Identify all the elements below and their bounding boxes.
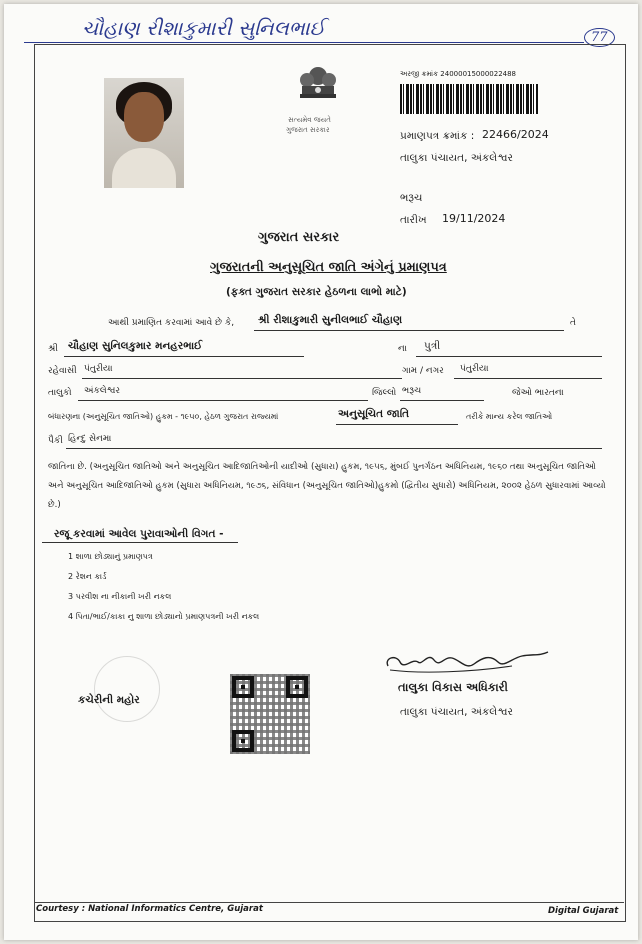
taluka-panchayat-header: તાલુકા પંચાયત, અંકલેશ્વર <box>400 152 513 164</box>
india-text: જેઓ ભારતના <box>512 388 564 398</box>
evidence-item-1: 1 શાળા છોડ્યાનું પ્રમાણપત્ર <box>68 552 153 561</box>
relation-value: પુત્રી <box>424 340 441 352</box>
district-label: જિલ્લો <box>372 388 397 398</box>
officer-title: તાલુકા વિકાસ અધિકારી <box>398 680 508 694</box>
handwritten-page-number: 77 <box>584 28 615 47</box>
taluka-value: અંકલેશ્વર <box>84 386 121 396</box>
district-value: ભરૂચ <box>402 386 422 396</box>
constitution-text: બંધારણના (અનુસૂચિત જાતિઓ) હુકમ - ૧૯૫૦, હેઠળ ગુજરાત રાજ્યમાં <box>48 412 279 421</box>
date-value: 19/11/2024 <box>442 212 506 225</box>
emblem-caption-govt: ગુજરાત સરકાર <box>286 126 330 134</box>
among-text: પૈકી <box>48 436 63 446</box>
caste-name: હિન્દુ સેનમા <box>68 434 112 444</box>
application-number: અરજી ક્રમાંક 24000015000022488 <box>400 70 517 78</box>
evidence-item-3: 3 પરવીશ ના નીકાની ખરી નકલ <box>68 592 172 601</box>
applicant-name: શ્રી રીશાકુમારી સુનીલભાઈ ચૌહાણ <box>258 314 403 326</box>
handwritten-name: ચૌહાણ રીશાકુમારી સુનિલભાઈ <box>82 16 326 40</box>
digital-gujarat-brand: Digital Gujarat <box>548 906 619 916</box>
legal-paragraph: જાતિના છે. (અનુસૂચિત જાતિઓ અને અનુસૂચિત આદિજાતિઓની યાદીઓ (સુધારા) હુકમ, ૧૯૫૬, મુંબઈ પુનર્ગઠન અધિનિયમ, ૧૯૬૦ તથા અનુસૂચિત જાતિઓ અને અનુસૂચિત આદિજાતિઓ હુકમ (સુધારા અધિનિયમ, ૧૯૭૬, સંવિધાન (અનુસૂચિત જાતિઓ)હુકમો (દ્વિતીય સુધારો) અધિનિયમ, ૨૦૦૨ હેઠળ સુધારવામાં આવ્યો છે.) <box>48 462 606 510</box>
officer-office: તાલુકા પંચાયત, અંકલેશ્વર <box>400 706 513 718</box>
resident-value: પંતુરીયા <box>84 364 113 374</box>
office-seal-mark <box>94 656 160 722</box>
evidence-item-4: 4 પિતા/ભાઈ/કાકા નુ શાળા છોડ્યાનો પ્રમાણપત્રની ખરી નકલ <box>68 612 260 621</box>
caste-category: અનુસૂચિત જાતિ <box>338 408 410 420</box>
evidence-heading: રજૂ કરવામાં આવેલ પુરાવાઓની વિગત - <box>54 528 224 540</box>
certify-text: આથી પ્રમાણિત કરવામાં આવે છે કે, <box>108 318 235 328</box>
certificate-title: ગુજરાતની અનુસૂચિત જાતિ અંગેનું પ્રમાણપત્ર <box>210 260 447 275</box>
certificate-page <box>4 4 638 940</box>
resident-label: રહેવાસી <box>48 366 77 376</box>
te-text: તે <box>570 318 576 328</box>
govt-title: ગુજરાત સરકાર <box>258 230 340 245</box>
courtesy-text: Courtesy : National Informatics Centre, Gujarat <box>36 904 263 914</box>
shri-label: શ્રી <box>48 344 58 354</box>
officer-signature <box>382 644 552 680</box>
recognized-castes-text: તરીકે માન્ય કરેલ જાતિઓ <box>466 412 553 421</box>
barcode <box>400 84 538 114</box>
applicant-photo <box>104 78 184 188</box>
handwritten-underline <box>24 42 584 43</box>
taluka-label: તાલુકો <box>48 388 72 398</box>
evidence-item-2: 2 રેશન કાર્ડ <box>68 572 107 581</box>
village-label: ગામ / નગર <box>402 366 444 376</box>
certificate-subtitle: (ફક્ત ગુજરાત સરકાર હેઠળના લાભો માટે) <box>226 286 407 298</box>
qr-code <box>230 674 310 754</box>
na-text: ના <box>398 344 407 354</box>
father-name: ચૌહાણ સુનિલકુમાર મનહરભાઈ <box>68 340 203 352</box>
certificate-number-value: 22466/2024 <box>482 128 549 141</box>
place-label: ભરૂચ <box>400 192 423 204</box>
certificate-number-label: પ્રમાણપત્ર ક્રમાંક : <box>400 130 475 142</box>
ashoka-emblem-icon <box>290 60 346 112</box>
office-seal-label: કચેરીની મહોર <box>78 694 140 706</box>
date-label: તારીખ <box>400 214 427 226</box>
village-value: પંતુરીયા <box>460 364 489 374</box>
emblem-caption: સત્યમેવ જયતે <box>288 116 331 124</box>
